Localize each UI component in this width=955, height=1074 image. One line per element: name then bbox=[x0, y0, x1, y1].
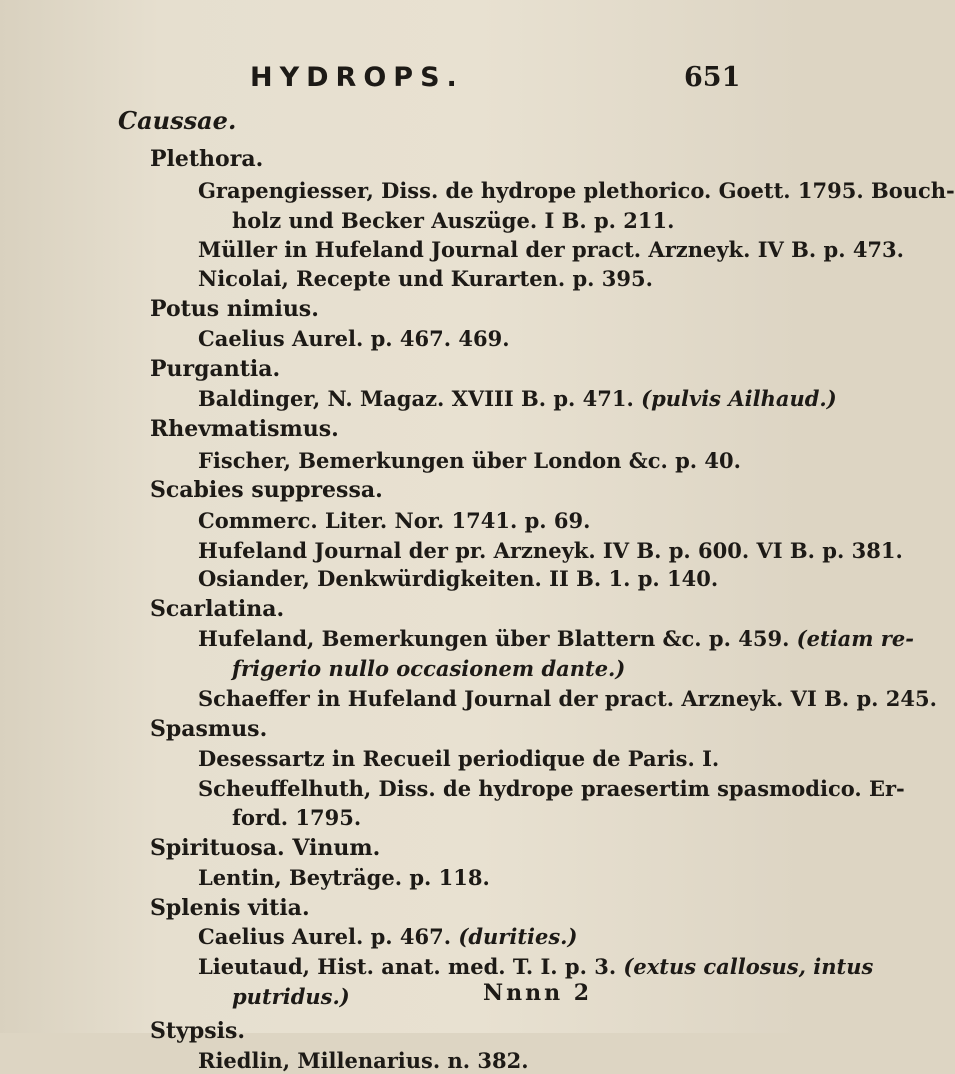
topic-heading bbox=[150, 477, 383, 503]
reference-entry bbox=[198, 1048, 529, 1074]
running-title: HYDROPS. bbox=[250, 62, 464, 93]
reference-entry bbox=[198, 865, 490, 891]
reference-entry bbox=[198, 237, 904, 263]
reference-entry bbox=[198, 508, 590, 534]
line-text: Scheuffelhuth, Diss. de hydrope praesertim spasmodico. Er- bbox=[198, 776, 905, 801]
italic-note: (etiam re- bbox=[789, 626, 914, 651]
line-text: Rhevmatismus. bbox=[150, 416, 339, 442]
line-text: Spasmus. bbox=[150, 716, 268, 742]
topic-heading bbox=[150, 895, 310, 921]
line-text: Osiander, Denkwürdigkeiten. II B. 1. p. 140. bbox=[198, 566, 719, 591]
reference-entry bbox=[198, 686, 937, 712]
reference-continuation bbox=[232, 805, 361, 831]
line-text: holz und Becker Auszüge. I B. p. 211. bbox=[232, 208, 675, 233]
line-text: Schaeffer in Hufeland Journal der pract. Arzneyk. VI B. p. 245. bbox=[198, 686, 937, 711]
reference-entry bbox=[198, 326, 510, 352]
reference-entry bbox=[198, 448, 741, 474]
topic-heading bbox=[150, 416, 339, 442]
reference-entry bbox=[198, 776, 905, 802]
line-text: ford. 1795. bbox=[232, 805, 362, 830]
line-text: Caelius Aurel. p. 467. bbox=[198, 924, 452, 949]
line-text: Stypsis. bbox=[150, 1018, 246, 1044]
line-text: Hufeland, Bemerkungen über Blattern &c. p. 459. bbox=[198, 626, 790, 651]
line-text: Plethora. bbox=[150, 146, 264, 172]
topic-heading bbox=[150, 296, 319, 322]
topic-heading bbox=[150, 596, 284, 622]
line-text: Nicolai, Recepte und Kurarten. p. 395. bbox=[198, 266, 653, 291]
reference-entry bbox=[198, 924, 577, 950]
line-text: Scabies suppressa. bbox=[150, 477, 383, 503]
line-text: Müller in Hufeland Journal der pract. Arzneyk. IV B. p. 473. bbox=[198, 237, 904, 262]
italic-note: frigerio nullo occasionem dante.) bbox=[232, 656, 626, 681]
line-text: Riedlin, Millenarius. n. 382. bbox=[198, 1048, 529, 1073]
topic-heading bbox=[150, 146, 263, 172]
reference-entry bbox=[198, 538, 903, 564]
line-text: Grapengiesser, Diss. de hydrope plethorico. Goett. 1795. Bouch- bbox=[198, 178, 955, 203]
reference-entry bbox=[198, 746, 719, 772]
line-text: Lentin, Beyträge. p. 118. bbox=[198, 865, 490, 890]
reference-entry bbox=[198, 954, 873, 980]
topic-heading bbox=[150, 356, 280, 382]
italic-note: (durities.) bbox=[451, 924, 578, 949]
line-text: Fischer, Bemerkungen über London &c. p. 40. bbox=[198, 448, 741, 473]
line-text: Desessartz in Recueil periodique de Paris. I. bbox=[198, 746, 720, 771]
line-text: Scarlatina. bbox=[150, 596, 285, 622]
line-text: Splenis vitia. bbox=[150, 895, 310, 921]
topic-heading bbox=[150, 835, 380, 861]
reference-continuation bbox=[232, 656, 625, 682]
topic-heading bbox=[150, 1018, 245, 1044]
topic-heading bbox=[150, 716, 267, 742]
line-text: Hufeland Journal der pr. Arzneyk. IV B. p. 600. VI B. p. 381. bbox=[198, 538, 903, 563]
section-heading bbox=[118, 108, 236, 134]
page-number: 651 bbox=[684, 62, 741, 93]
italic-note: (extus callosus, intus bbox=[616, 954, 874, 979]
italic-note: putridus.) bbox=[232, 984, 350, 1009]
reference-entry bbox=[198, 178, 955, 204]
printer-signature: Nnnn 2 bbox=[483, 980, 593, 1006]
reference-entry bbox=[198, 626, 914, 652]
reference-entry bbox=[198, 386, 837, 412]
line-text: Spirituosa. Vinum. bbox=[150, 835, 381, 861]
line-text: Purgantia. bbox=[150, 356, 281, 382]
line-text: Baldinger, N. Magaz. XVIII B. p. 471. bbox=[198, 386, 634, 411]
reference-entry bbox=[198, 566, 718, 592]
line-text: Caelius Aurel. p. 467. 469. bbox=[198, 326, 510, 351]
line-text: Lieutaud, Hist. anat. med. T. I. p. 3. bbox=[198, 954, 617, 979]
line-text: Commerc. Liter. Nor. 1741. p. 69. bbox=[198, 508, 591, 533]
page-header bbox=[0, 62, 800, 98]
reference-continuation bbox=[232, 984, 350, 1010]
reference-entry bbox=[198, 266, 653, 292]
line-text: Caussae. bbox=[118, 106, 237, 135]
line-text: Potus nimius. bbox=[150, 296, 319, 322]
reference-continuation bbox=[232, 208, 674, 234]
italic-note: (pulvis Ailhaud.) bbox=[633, 386, 837, 411]
